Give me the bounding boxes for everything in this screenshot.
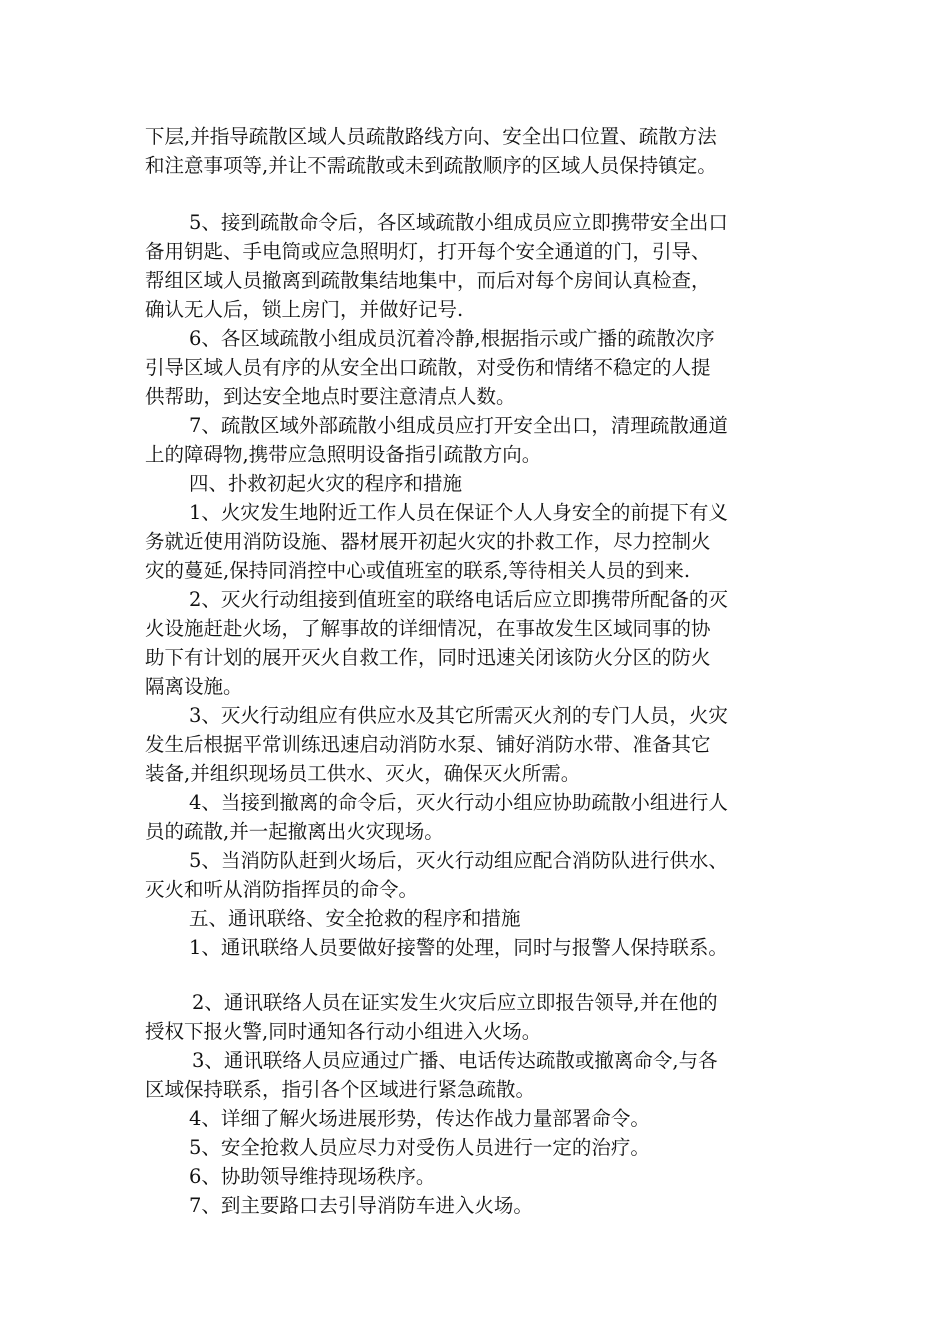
paragraph-line: 灾的蔓延,保持同消控中心或值班室的联系,等待相关人员的到来. [145,559,691,582]
paragraph-line: 上的障碍物,携带应急照明设备指引疏散方向。 [145,443,542,466]
paragraph-line: 火设施赶赴火场，了解事故的详细情况，在事故发生区域同事的协 [145,617,711,640]
paragraph-line: 2、灭火行动组接到值班室的联络电话后应立即携带所配备的灭 [189,588,728,611]
paragraph-line: 和注意事项等,并让不需疏散或未到疏散顺序的区域人员保持镇定。 [145,154,717,177]
paragraph-line: 1、火灾发生地附近工作人员在保证个人人身安全的前提下有义 [189,501,728,524]
paragraph-line: 5、当消防队赶到火场后，灭火行动组应配合消防队进行供水、 [189,849,728,872]
paragraph-line: 4、详细了解火场进展形势，传达作战力量部署命令。 [189,1107,650,1130]
section-heading: 四、扑救初起火灾的程序和措施 [189,472,463,495]
paragraph-line: 隔离设施。 [145,675,243,698]
paragraph-line: 5、安全抢救人员应尽力对受伤人员进行一定的治疗。 [189,1136,650,1159]
paragraph-line: 引导区域人员有序的从安全出口疏散，对受伤和情绪不稳定的人提 [145,356,711,379]
paragraph-line: 务就近使用消防设施、器材展开初起火灾的扑救工作，尽力控制火 [145,530,711,553]
paragraph-line: 下层,并指导疏散区域人员疏散路线方向、安全出口位置、疏散方法 [145,125,717,148]
paragraph-line: 备用钥匙、手电筒或应急照明灯，打开每个安全通道的门，引导、 [145,240,711,263]
paragraph-line: 确认无人后，锁上房门，并做好记号. [145,298,464,321]
paragraph-line: 3、灭火行动组应有供应水及其它所需灭火剂的专门人员，火灾 [189,704,728,727]
paragraph-line: 3、通讯联络人员应通过广播、电话传达疏散或撤离命令,与各 [192,1049,718,1072]
paragraph-line: 5、接到疏散命令后，各区域疏散小组成员应立即携带安全出口 [189,211,728,234]
paragraph-line: 供帮助，到达安全地点时要注意清点人数。 [145,385,516,408]
paragraph-line: 助下有计划的展开灭火自救工作，同时迅速关闭该防火分区的防火 [145,646,711,669]
paragraph-line: 授权下报火警,同时通知各行动小组进入火场。 [145,1020,542,1043]
paragraph-line: 6、协助领导维持现场秩序。 [189,1165,436,1188]
section-heading: 五、通讯联络、安全抢救的程序和措施 [189,907,521,930]
paragraph-line: 灭火和听从消防指挥员的命令。 [145,878,419,901]
paragraph-line: 帮组区域人员撤离到疏散集结地集中，而后对每个房间认真检查， [145,269,711,292]
paragraph-line: 2、通讯联络人员在证实发生火灾后应立即报告领导,并在他的 [192,991,718,1014]
paragraph-line: 6、各区域疏散小组成员沉着冷静,根据指示或广播的疏散次序 [189,327,715,350]
paragraph-line: 员的疏散,并一起撤离出火灾现场。 [145,820,444,843]
paragraph-line: 7、到主要路口去引导消防车进入火场。 [189,1194,533,1217]
paragraph-line: 区域保持联系，指引各个区域进行紧急疏散。 [145,1078,536,1101]
paragraph-line: 7、疏散区域外部疏散小组成员应打开安全出口，清理疏散通道 [189,414,728,437]
paragraph-line: 发生后根据平常训练迅速启动消防水泵、铺好消防水带、准备其它 [145,733,711,756]
paragraph-line: 4、当接到撤离的命令后，灭火行动小组应协助疏散小组进行人 [189,791,728,814]
paragraph-line: 装备,并组织现场员工供水、灭火，确保灭火所需。 [145,762,581,785]
paragraph-line: 1、通讯联络人员要做好接警的处理，同时与报警人保持联系。 [189,936,728,959]
